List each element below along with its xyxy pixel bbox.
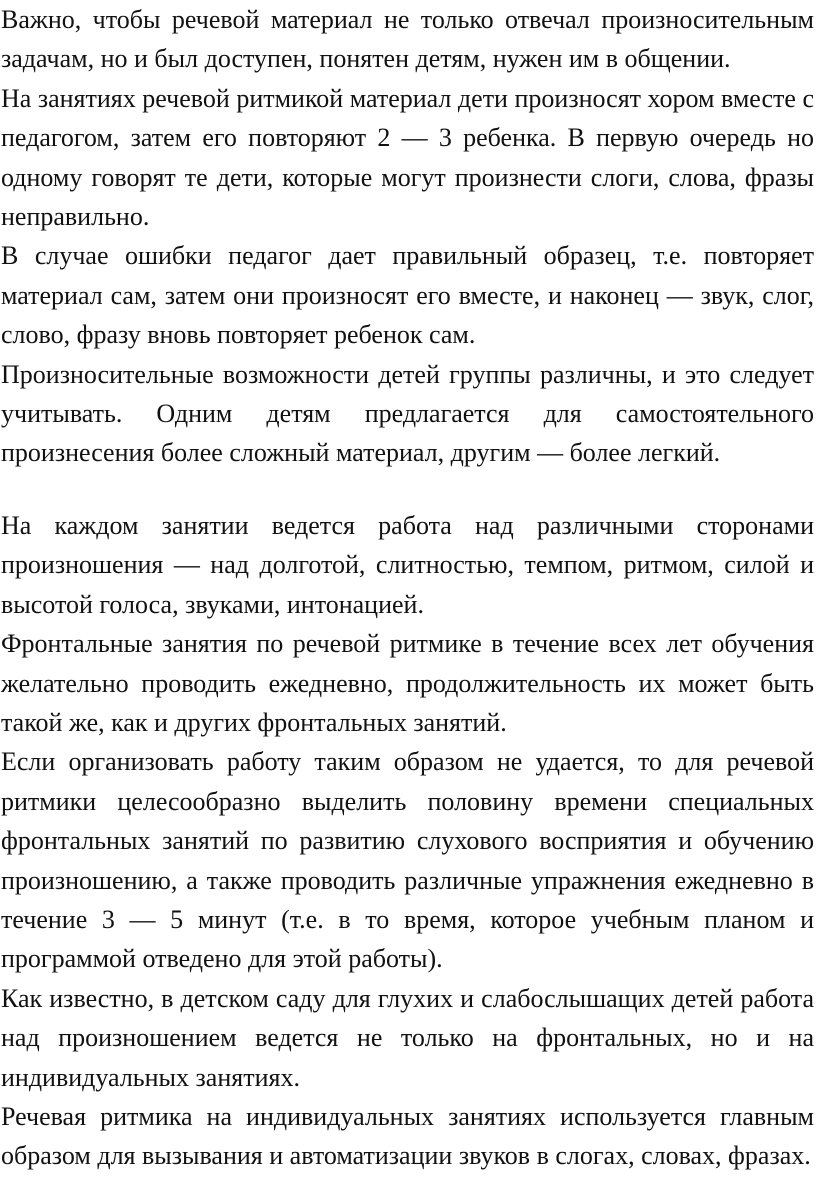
paragraph-time-allocation: Если организовать работу таким образом не удается, то для речевой ритмики целесообразно выделить половину времени специальных фронтальных занятий по развитию слухового восприятия и обучению произношению, а также проводить различные упражнения ежедневно в течение 3 — 5 минут (т.е. в то время, которое учебным планом и программой отведено для этой работы). <box>1 747 814 974</box>
paragraph-speech-material: Важно, чтобы речевой материал не только отвечал произносительным задачам, но и был доступен, понятен детям, нужен им в общении. <box>1 5 814 74</box>
paragraph-kindergarten-work: Как известно, в детском саду для глухих и слабослышащих детей работа над произношением ведется не только на фронтальных, но и на индивидуальных занятиях. <box>1 983 814 1092</box>
paragraph-error-correction: В случае ошибки педагог дает правильный образец, т.е. повторяет материал сам, затем они произносят его вместе, и наконец — звук, слог, слово, фразу вновь повторяет ребенок сам. <box>1 241 814 350</box>
paragraph-choral-repetition: На занятиях речевой ритмикой материал дети произносят хором вместе с педагогом, затем его повторяют 2 — 3 ребенка. В первую очередь но одному говорят те дети, которые могут произнести слоги, слова, фразы неправильно. <box>1 83 814 232</box>
paragraph-pronunciation-aspects: На каждом занятии ведется работа над различными сторонами произношения — над долготой, слитностью, темпом, ритмом, силой и высотой голоса, звуками, интонацией. <box>1 510 814 619</box>
paragraph-frontal-sessions: Фронтальные занятия по речевой ритмике в течение всех лет обучения желательно проводить ежедневно, продолжительность их может быть такой же, как и других фронтальных занятий. <box>1 629 814 737</box>
paragraph-individual-rhythmics: Речевая ритмика на индивидуальных занятиях используется главным образом для вызывания и автоматизации звуков в слогах, словах, фразах. <box>1 1101 814 1171</box>
paragraph-individual-abilities: Произносительные возможности детей группы различны, и это следует учитывать. Одним детям предлагается для самостоятельного произнесения более сложный материал, другим — более легкий. <box>1 359 814 468</box>
paragraph-spacer <box>1 473 814 506</box>
